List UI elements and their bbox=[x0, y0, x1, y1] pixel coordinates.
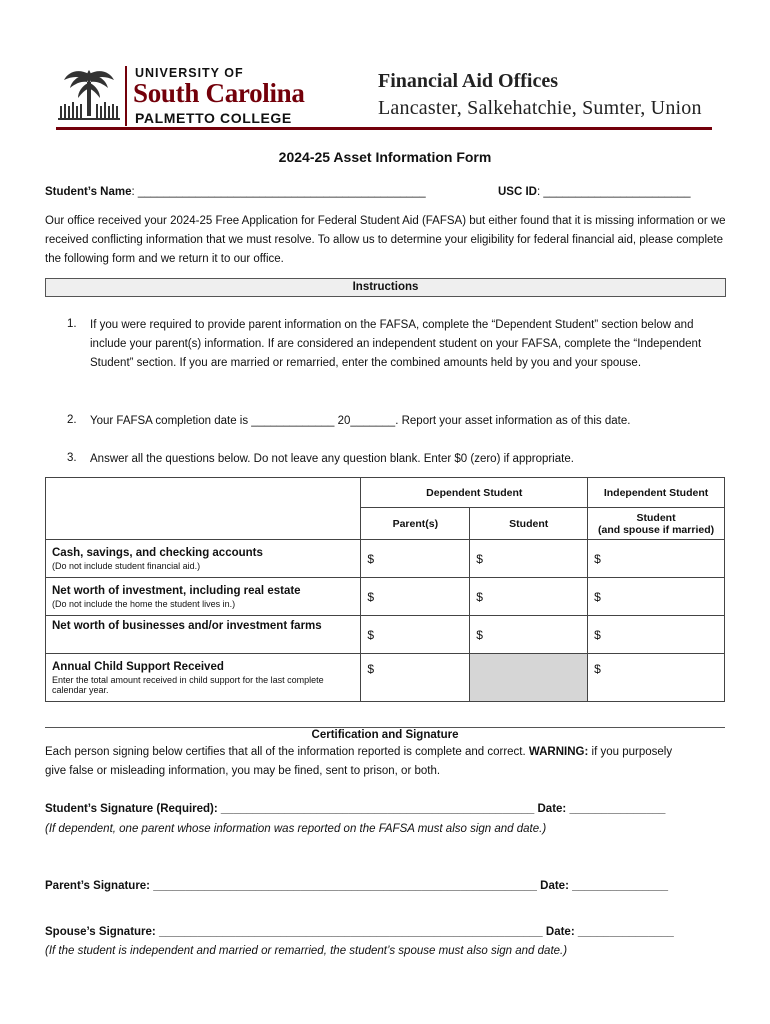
office-title: Financial Aid Offices bbox=[378, 70, 558, 92]
parents-child-support-input[interactable]: $ bbox=[361, 654, 470, 702]
table-row bbox=[46, 616, 725, 654]
office-campuses: Lancaster, Salkehatchie, Sumter, Union bbox=[378, 97, 702, 119]
row-label-cell bbox=[46, 540, 361, 578]
certification-warning-text: if you purposely give false or misleading information, you may be fined, sent to prison, or both. bbox=[45, 746, 673, 777]
asset-table bbox=[45, 477, 725, 702]
instruction-1-text: If you were required to provide parent information on the FAFSA, complete the “Dependent Student” section below and include your parent(s) information. If are considered an independent student on your FAFSA, complete the “Independent Student” section. If you are married or remarried, enter the combined amounts held by you and your spouse. bbox=[90, 319, 702, 369]
palmetto-logo-icon bbox=[56, 66, 122, 128]
table-row bbox=[46, 578, 725, 616]
table-row bbox=[46, 654, 725, 702]
south-carolina-wordmark: South Carolina bbox=[133, 78, 305, 108]
instruction-1-number: 1. bbox=[67, 318, 77, 330]
header-rule bbox=[56, 127, 712, 130]
row-note: (Do not include student financial aid.) bbox=[52, 560, 201, 571]
university-of-text: UNIVERSITY OF bbox=[135, 66, 244, 80]
logo-divider bbox=[125, 66, 127, 126]
intro-paragraph: Our office received your 2024-25 Free Application for Federal Student Aid (FAFSA) but either found that it is missing information or we received conflicting information that we must resolve. To allow us to determine your eligibility for federal financial aid, please complete the following form and we return it to our office. bbox=[45, 215, 726, 265]
parents-cash-input[interactable]: $ bbox=[361, 540, 470, 578]
student-investment-input[interactable]: $ bbox=[470, 578, 588, 616]
row-note: (Do not include the home the student lives in.) bbox=[52, 598, 236, 609]
indep-student-sub: (and spouse if married) bbox=[598, 523, 715, 536]
independent-investment-input[interactable]: $ bbox=[588, 578, 725, 616]
student-child-support-shaded bbox=[470, 654, 588, 702]
usc-id-blank[interactable]: : _______________________ bbox=[536, 186, 691, 198]
row-note: Enter the total amount received in child support for the last complete calendar year. bbox=[52, 674, 324, 695]
instruction-3-number: 3. bbox=[67, 452, 77, 464]
table-corner-cell bbox=[46, 478, 361, 540]
row-label-cell bbox=[46, 578, 361, 616]
independent-student-column-header bbox=[588, 508, 725, 540]
warning-label: WARNING: bbox=[528, 746, 589, 758]
certification-text bbox=[45, 743, 695, 781]
usc-id-label: USC ID bbox=[498, 186, 537, 198]
student-cash-input[interactable]: $ bbox=[470, 540, 588, 578]
independent-child-support-input[interactable]: $ bbox=[588, 654, 725, 702]
dependent-student-header: Dependent Student bbox=[361, 478, 588, 508]
row-label: Cash, savings, and checking accounts bbox=[52, 546, 263, 559]
independent-student-header: Independent Student bbox=[588, 478, 725, 508]
indep-student-label: Student bbox=[636, 511, 676, 524]
certification-heading: Certification and Signature bbox=[45, 727, 725, 741]
parents-business-input[interactable]: $ bbox=[361, 616, 470, 654]
usc-id-line[interactable] bbox=[498, 186, 690, 198]
student-name-line[interactable] bbox=[45, 186, 426, 198]
instruction-3-text: Answer all the questions below. Do not leave any question blank. Enter $0 (zero) if appropriate. bbox=[90, 453, 574, 465]
student-business-input[interactable]: $ bbox=[470, 616, 588, 654]
independent-business-input[interactable]: $ bbox=[588, 616, 725, 654]
student-column-header: Student bbox=[470, 508, 588, 540]
instruction-2-text: Your FAFSA completion date is _____________ 20_______. Report your asset information as of this date. bbox=[90, 415, 631, 427]
table-row bbox=[46, 540, 725, 578]
row-label-cell bbox=[46, 654, 361, 702]
spouse-signature-line[interactable]: Spouse’s Signature: ____________________________________________________________ Date: _______________ bbox=[45, 926, 674, 938]
row-label: Net worth of investment, including real estate bbox=[52, 584, 301, 597]
certification-statement: Each person signing below certifies that all of the information reported is complete and correct. bbox=[45, 746, 529, 758]
student-signature-note: (If dependent, one parent whose information was reported on the FAFSA must also sign and date.) bbox=[45, 823, 547, 835]
instructions-heading: Instructions bbox=[45, 278, 726, 297]
student-name-label: Student’s Name bbox=[45, 186, 132, 198]
form-title: 2024-25 Asset Information Form bbox=[278, 149, 492, 165]
parent-signature-line[interactable]: Parent’s Signature: ____________________________________________________________ Date: _______________ bbox=[45, 880, 669, 892]
parents-investment-input[interactable]: $ bbox=[361, 578, 470, 616]
instruction-2-number: 2. bbox=[67, 414, 77, 426]
student-signature-line[interactable]: Student’s Signature (Required): _________________________________________________ Date: _______________ bbox=[45, 803, 666, 815]
spouse-signature-note: (If the student is independent and married or remarried, the student’s spouse must also sign and date.) bbox=[45, 945, 568, 957]
row-label: Net worth of businesses and/or investment farms bbox=[52, 620, 322, 632]
parents-column-header: Parent(s) bbox=[361, 508, 470, 540]
palmetto-college-text: PALMETTO COLLEGE bbox=[135, 110, 292, 126]
row-label: Annual Child Support Received bbox=[52, 660, 224, 673]
row-label-cell bbox=[46, 616, 361, 654]
independent-cash-input[interactable]: $ bbox=[588, 540, 725, 578]
student-name-blank[interactable]: : _____________________________________________ bbox=[131, 186, 426, 198]
